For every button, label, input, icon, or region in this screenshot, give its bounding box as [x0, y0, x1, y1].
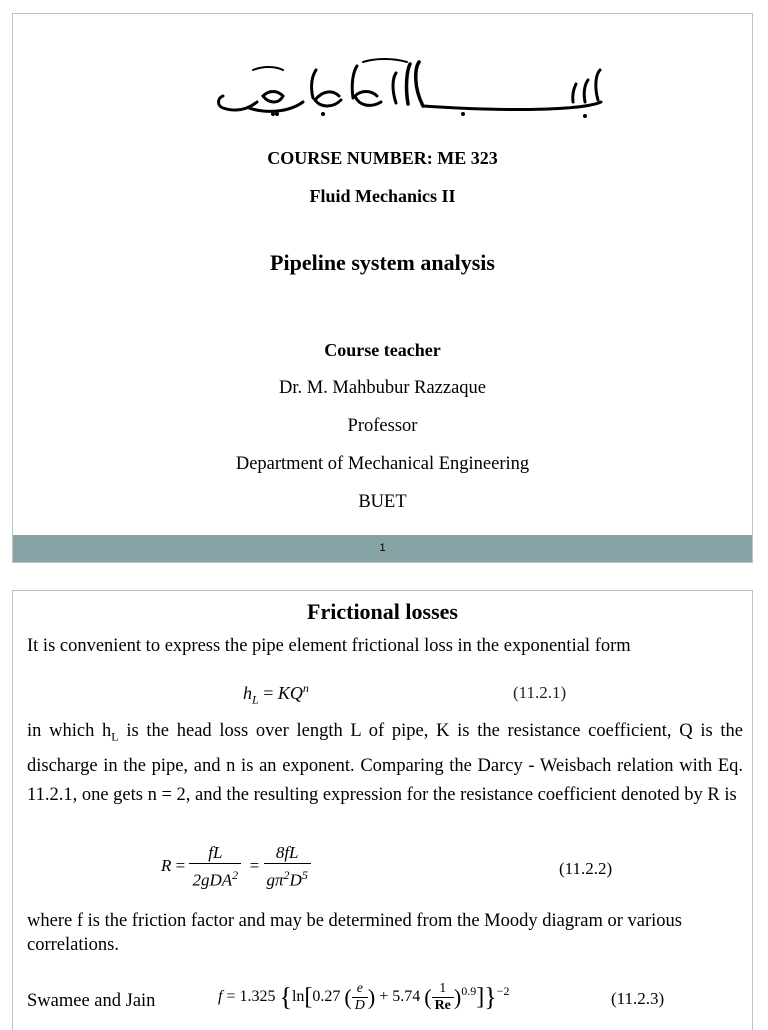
correlation-label: Swamee and Jain: [27, 991, 156, 1011]
equation-11-2-2: R = $\frac{fL}{2gDA^2}$ = $\frac{8fL}{g\pi^2D^5}$: [161, 843, 311, 892]
course-number: COURSE NUMBER: ME 323: [267, 148, 498, 168]
equation-11-2-3: f = 1.325 {ln[0.27 ( $\frac{e}{D}$ ) + 5.74 ( $\frac{1}{Re}$ )$^{0.9}$]}$^{-2}$: [218, 981, 510, 1013]
intro-paragraph: It is convenient to express the pipe element frictional loss in the exponential form: [27, 636, 631, 656]
equation-number-1: (11.2.1): [513, 683, 567, 702]
equation-number-2: (11.2.2): [559, 859, 613, 878]
content-slide: [12, 590, 753, 1030]
slide-footer-bar: [13, 535, 752, 562]
institution: BUET: [358, 492, 407, 512]
bismillah-calligraphy-logo: [213, 40, 603, 124]
equation-number-3: (11.2.3): [611, 989, 665, 1008]
page-number: 1: [379, 542, 386, 554]
slide-title: Frictional losses: [307, 599, 458, 624]
topic-title: Pipeline system analysis: [270, 250, 495, 275]
department: Department of Mechanical Engineering: [235, 454, 530, 474]
teacher-name: Dr. M. Mahbubur Razzaque: [278, 378, 487, 398]
friction-factor-paragraph: where f is the friction factor and may be determined from the Moody diagram or various correlations.: [27, 911, 682, 955]
teacher-heading: Course teacher: [324, 340, 441, 360]
title-slide: [12, 13, 753, 563]
description-paragraph: in which $h_L$ is the head loss over length L of pipe, K is the resistance coefficient, Q is the discharge in the pipe, and n is an exponent. Comparing the Darcy - Weisbach relation with Eq. 11.2.1, one gets n = 2, and the resulting expression for the resistance coefficient denoted by R is: [27, 721, 743, 805]
teacher-title: Professor: [347, 416, 418, 436]
equation-11-2-1: $h_L = KQ^n$: [243, 681, 309, 707]
course-name: Fluid Mechanics II: [309, 186, 456, 206]
